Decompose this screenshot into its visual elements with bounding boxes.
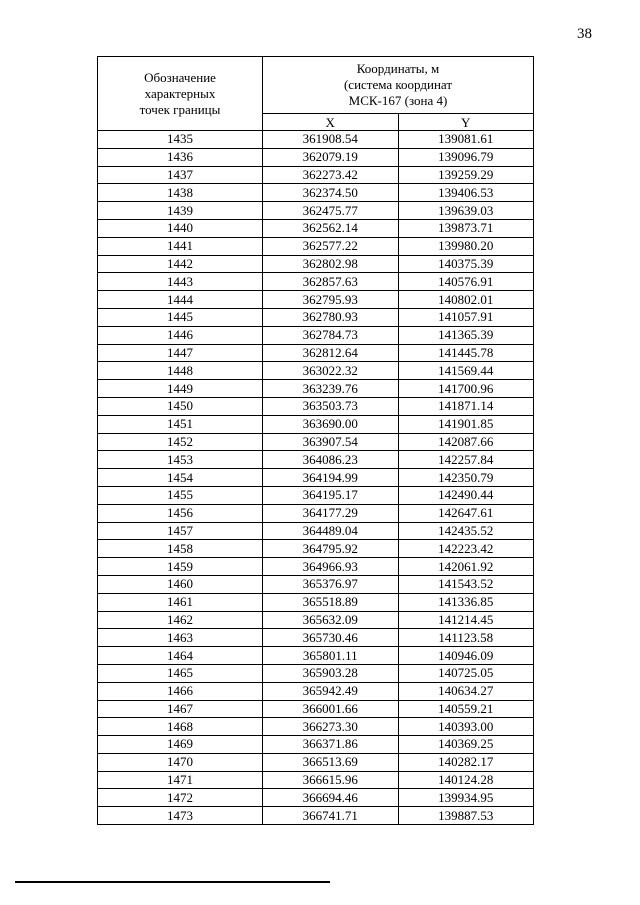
point-number-cell: 1459: [98, 558, 263, 576]
y-coordinate-cell: 142061.92: [398, 558, 534, 576]
y-coordinate-cell: 139406.53: [398, 184, 534, 202]
x-coordinate-cell: 362802.98: [263, 255, 399, 273]
x-coordinate-cell: 364489.04: [263, 522, 399, 540]
x-coordinate-cell: 364795.92: [263, 540, 399, 558]
coords-header-line: МСК-167 (зона 4): [348, 93, 448, 108]
table-row: [98, 682, 534, 700]
point-number-cell: 1444: [98, 291, 263, 309]
table-row: [98, 807, 534, 825]
table-row: [98, 629, 534, 647]
y-coordinate-cell: 141569.44: [398, 362, 534, 380]
table-row: [98, 237, 534, 255]
y-coordinate-cell: 141214.45: [398, 611, 534, 629]
point-designation-header: [98, 57, 263, 131]
y-coordinate-cell: 141365.39: [398, 326, 534, 344]
y-coordinate-cell: 140576.91: [398, 273, 534, 291]
table-row: [98, 255, 534, 273]
x-coordinate-cell: 363907.54: [263, 433, 399, 451]
y-coordinate-cell: 139096.79: [398, 148, 534, 166]
y-coordinate-cell: 142350.79: [398, 469, 534, 487]
y-coordinate-cell: 140282.17: [398, 753, 534, 771]
coords-header-line: Координаты, м: [356, 61, 440, 76]
y-coordinate-cell: 140375.39: [398, 255, 534, 273]
table-row: [98, 736, 534, 754]
table-row: [98, 558, 534, 576]
point-number-cell: 1457: [98, 522, 263, 540]
table-row: [98, 611, 534, 629]
x-coordinate-cell: 362812.64: [263, 344, 399, 362]
point-number-cell: 1441: [98, 237, 263, 255]
point-number-cell: 1435: [98, 131, 263, 149]
y-coordinate-cell: 139934.95: [398, 789, 534, 807]
table-row: [98, 326, 534, 344]
y-coordinate-cell: 142490.44: [398, 486, 534, 504]
table-row: [98, 771, 534, 789]
point-number-cell: 1452: [98, 433, 263, 451]
y-coordinate-cell: 140946.09: [398, 647, 534, 665]
table-row: [98, 415, 534, 433]
y-coordinate-cell: 139259.29: [398, 166, 534, 184]
y-coordinate-cell: 139081.61: [398, 131, 534, 149]
point-number-cell: 1466: [98, 682, 263, 700]
x-coordinate-cell: 364194.99: [263, 469, 399, 487]
x-coordinate-cell: 362475.77: [263, 202, 399, 220]
point-number-cell: 1443: [98, 273, 263, 291]
point-number-cell: 1456: [98, 504, 263, 522]
point-number-cell: 1442: [98, 255, 263, 273]
y-coordinate-cell: 142223.42: [398, 540, 534, 558]
point-number-cell: 1453: [98, 451, 263, 469]
point-number-cell: 1439: [98, 202, 263, 220]
x-coordinate-cell: 362795.93: [263, 291, 399, 309]
x-coordinate-cell: 366273.30: [263, 718, 399, 736]
y-coordinate-cell: 139873.71: [398, 219, 534, 237]
point-number-cell: 1464: [98, 647, 263, 665]
y-coordinate-cell: 141057.91: [398, 308, 534, 326]
y-coordinate-cell: 141871.14: [398, 397, 534, 415]
y-coordinate-cell: 140124.28: [398, 771, 534, 789]
page-number: 38: [577, 26, 592, 42]
y-coordinate-cell: 142087.66: [398, 433, 534, 451]
point-number-cell: 1463: [98, 629, 263, 647]
table-row: [98, 753, 534, 771]
table-row: [98, 593, 534, 611]
coords-header-line: (система координат: [343, 77, 453, 92]
x-coordinate-cell: 362562.14: [263, 219, 399, 237]
y-coordinate-cell: 140559.21: [398, 700, 534, 718]
point-number-cell: 1450: [98, 397, 263, 415]
table-row: [98, 522, 534, 540]
point-number-cell: 1465: [98, 664, 263, 682]
table-row: [98, 184, 534, 202]
y-coordinate-cell: 141700.96: [398, 380, 534, 398]
y-coordinate-cell: 140725.05: [398, 664, 534, 682]
x-coordinate-cell: 362784.73: [263, 326, 399, 344]
point-number-cell: 1462: [98, 611, 263, 629]
point-number-cell: 1473: [98, 807, 263, 825]
table-row: [98, 664, 534, 682]
x-coordinate-cell: 362079.19: [263, 148, 399, 166]
coordinates-header: [263, 57, 534, 114]
y-coordinate-cell: 141543.52: [398, 575, 534, 593]
x-coordinate-cell: 363503.73: [263, 397, 399, 415]
table-row: [98, 166, 534, 184]
x-coordinate-cell: 365942.49: [263, 682, 399, 700]
table-row: [98, 451, 534, 469]
point-number-cell: 1436: [98, 148, 263, 166]
coordinates-table: [97, 56, 534, 825]
table-row: [98, 362, 534, 380]
table-row: [98, 397, 534, 415]
point-number-cell: 1440: [98, 219, 263, 237]
table-row: [98, 575, 534, 593]
table-row: [98, 540, 534, 558]
table-row: [98, 700, 534, 718]
table-row: [98, 148, 534, 166]
point-number-cell: 1445: [98, 308, 263, 326]
x-coordinate-cell: 365730.46: [263, 629, 399, 647]
y-coordinate-cell: 142257.84: [398, 451, 534, 469]
table-row: [98, 219, 534, 237]
table-row: [98, 273, 534, 291]
table-body: [98, 131, 534, 825]
table-row: [98, 486, 534, 504]
point-number-cell: 1451: [98, 415, 263, 433]
point-number-cell: 1458: [98, 540, 263, 558]
x-coordinate-cell: 365632.09: [263, 611, 399, 629]
y-coordinate-cell: 141336.85: [398, 593, 534, 611]
y-coordinate-cell: 140634.27: [398, 682, 534, 700]
footnote-rule: [15, 881, 330, 883]
y-coordinate-cell: 139639.03: [398, 202, 534, 220]
table-row: [98, 718, 534, 736]
x-coordinate-cell: 363690.00: [263, 415, 399, 433]
x-coordinate-cell: 362780.93: [263, 308, 399, 326]
x-coordinate-cell: 365376.97: [263, 575, 399, 593]
table-row: [98, 380, 534, 398]
table-header: [98, 57, 534, 131]
y-coordinate-cell: 139980.20: [398, 237, 534, 255]
point-number-cell: 1446: [98, 326, 263, 344]
x-coordinate-cell: 365518.89: [263, 593, 399, 611]
table-row: [98, 504, 534, 522]
point-number-cell: 1438: [98, 184, 263, 202]
x-coordinate-cell: 362577.22: [263, 237, 399, 255]
point-number-cell: 1467: [98, 700, 263, 718]
x-coordinate-cell: 366741.71: [263, 807, 399, 825]
x-coordinate-cell: 362374.50: [263, 184, 399, 202]
x-coordinate-cell: 362273.42: [263, 166, 399, 184]
x-coordinate-cell: 364086.23: [263, 451, 399, 469]
table-row: [98, 433, 534, 451]
y-coordinate-cell: 140802.01: [398, 291, 534, 309]
point-number-cell: 1437: [98, 166, 263, 184]
x-coordinate-cell: 364966.93: [263, 558, 399, 576]
y-coordinate-cell: 139887.53: [398, 807, 534, 825]
table-row: [98, 647, 534, 665]
x-coordinate-cell: 364177.29: [263, 504, 399, 522]
x-coordinate-cell: 364195.17: [263, 486, 399, 504]
point-header-line: характерных: [144, 85, 216, 101]
point-number-cell: 1454: [98, 469, 263, 487]
point-number-cell: 1471: [98, 771, 263, 789]
table-row: [98, 131, 534, 149]
table-row: [98, 291, 534, 309]
table-row: [98, 308, 534, 326]
x-coordinate-cell: 363022.32: [263, 362, 399, 380]
point-number-cell: 1470: [98, 753, 263, 771]
point-number-cell: 1447: [98, 344, 263, 362]
header-row: [98, 57, 534, 114]
point-header-line: точек границы: [139, 101, 221, 117]
point-number-cell: 1460: [98, 575, 263, 593]
y-coordinate-cell: 141123.58: [398, 629, 534, 647]
y-column-header: Y: [398, 114, 534, 131]
point-number-cell: 1468: [98, 718, 263, 736]
x-coordinate-cell: 361908.54: [263, 131, 399, 149]
x-coordinate-cell: 366371.86: [263, 736, 399, 754]
x-coordinate-cell: 363239.76: [263, 380, 399, 398]
x-column-header: X: [263, 114, 399, 131]
y-coordinate-cell: 142647.61: [398, 504, 534, 522]
x-coordinate-cell: 362857.63: [263, 273, 399, 291]
x-coordinate-cell: 366694.46: [263, 789, 399, 807]
point-number-cell: 1448: [98, 362, 263, 380]
point-number-cell: 1461: [98, 593, 263, 611]
x-coordinate-cell: 366615.96: [263, 771, 399, 789]
y-coordinate-cell: 142435.52: [398, 522, 534, 540]
x-coordinate-cell: 365903.28: [263, 664, 399, 682]
table-row: [98, 789, 534, 807]
point-number-cell: 1469: [98, 736, 263, 754]
table-row: [98, 469, 534, 487]
table-row: [98, 344, 534, 362]
point-header-line: Обозначение: [144, 69, 216, 85]
table-row: [98, 202, 534, 220]
x-coordinate-cell: 366513.69: [263, 753, 399, 771]
x-coordinate-cell: 365801.11: [263, 647, 399, 665]
point-number-cell: 1472: [98, 789, 263, 807]
y-coordinate-cell: 141445.78: [398, 344, 534, 362]
x-coordinate-cell: 366001.66: [263, 700, 399, 718]
point-number-cell: 1455: [98, 486, 263, 504]
point-number-cell: 1449: [98, 380, 263, 398]
y-coordinate-cell: 140393.00: [398, 718, 534, 736]
y-coordinate-cell: 140369.25: [398, 736, 534, 754]
y-coordinate-cell: 141901.85: [398, 415, 534, 433]
